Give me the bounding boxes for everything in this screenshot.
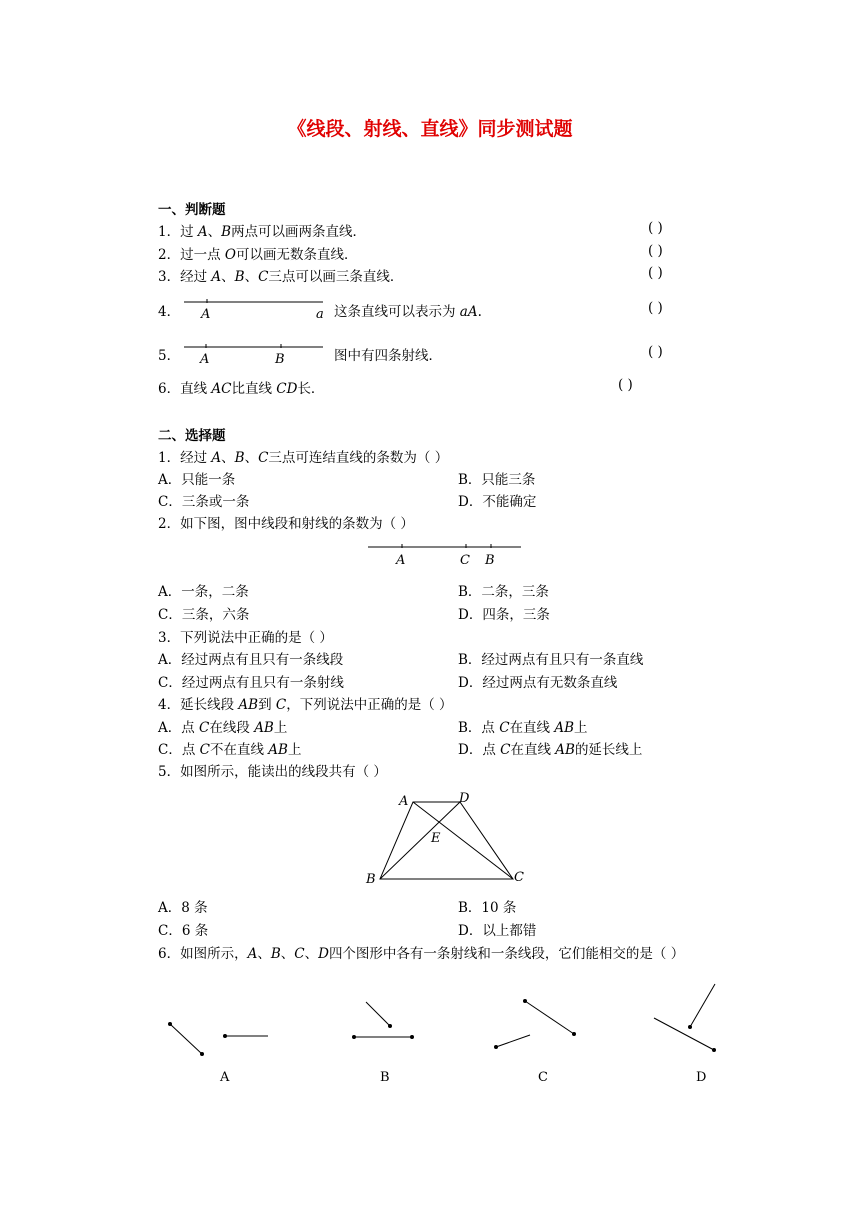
answer-blank-6[interactable]: ( ) xyxy=(618,377,633,393)
q6-figure-c[interactable] xyxy=(494,999,576,1049)
q6-caption-a: A xyxy=(220,1070,230,1085)
point-label-C: C xyxy=(514,870,524,885)
q3-option-b[interactable]: B．经过两点有且只有一条直线 xyxy=(458,652,644,668)
section-heading-judgment: 一、判断题 xyxy=(158,202,226,218)
q4-option-b[interactable]: B．点 C在直线 AB上 xyxy=(458,720,588,736)
choice-q4-stem: 4．延长线段 AB到 C，下列说法中正确的是（ ） xyxy=(158,697,453,713)
q1-option-b[interactable]: B．只能三条 xyxy=(458,472,536,488)
point-label-A: A xyxy=(399,794,409,809)
q1-option-a[interactable]: A．只能一条 xyxy=(158,472,236,488)
figure-q6-options xyxy=(150,990,750,1100)
judgment-item-1: 1．过 A、B两点可以画两条直线． xyxy=(158,224,367,240)
page-title: 《线段、射线、直线》同步测试题 xyxy=(287,118,573,140)
q6-figure-b[interactable] xyxy=(352,1002,414,1039)
answer-blank-2[interactable]: ( ) xyxy=(648,243,663,259)
point-label-A: A xyxy=(200,352,210,367)
q5-option-d[interactable]: D．以上都错 xyxy=(458,923,537,939)
q3-option-d[interactable]: D．经过两点有无数条直线 xyxy=(458,675,618,691)
q5-option-b[interactable]: B．10 条 xyxy=(458,900,517,916)
judgment-item-4-text: 这条直线可以表示为 aA. xyxy=(334,304,482,320)
choice-q1-stem: 1．经过 A、B、C三点可连结直线的条数为（ ） xyxy=(158,450,449,466)
q2-option-b[interactable]: B．二条，三条 xyxy=(458,584,549,600)
figure-line-aA xyxy=(180,294,330,324)
q1-option-d[interactable]: D．不能确定 xyxy=(458,494,537,510)
point-label-E: E xyxy=(431,831,441,846)
q2-option-c[interactable]: C．三条，六条 xyxy=(158,607,250,623)
q6-caption-b: B xyxy=(380,1070,390,1085)
q5-option-a[interactable]: A．8 条 xyxy=(158,900,208,916)
judgment-item-3: 3．经过 A、B、C三点可以画三条直线． xyxy=(158,269,404,285)
q4-option-d[interactable]: D．点 C在直线 AB的延长线上 xyxy=(458,742,643,758)
q3-option-a[interactable]: A．经过两点有且只有一条线段 xyxy=(158,652,344,668)
figure-trapezoid xyxy=(360,788,530,888)
q2-option-d[interactable]: D．四条，三条 xyxy=(458,607,550,623)
q6-caption-c: C xyxy=(538,1070,548,1085)
choice-q5-stem: 5．如图所示，能读出的线段共有（ ） xyxy=(158,764,387,780)
q3-option-c[interactable]: C．经过两点有且只有一条射线 xyxy=(158,675,344,691)
q4-option-c[interactable]: C．点 C不在直线 AB上 xyxy=(158,742,302,758)
q5-option-c[interactable]: C．6 条 xyxy=(158,923,209,939)
judgment-item-2: 2．过一点 O可以画无数条直线． xyxy=(158,247,358,263)
q6-figure-d[interactable] xyxy=(654,984,716,1052)
judgment-item-5-number: 5． xyxy=(158,348,181,364)
answer-blank-3[interactable]: ( ) xyxy=(648,265,663,281)
answer-blank-5[interactable]: ( ) xyxy=(648,344,663,360)
figure-line-AB xyxy=(180,339,330,369)
point-label-B: B xyxy=(275,352,285,367)
judgment-item-5-text: 图中有四条射线． xyxy=(334,348,442,364)
choice-q6-stem: 6．如图所示，A、B、C、D四个图形中各有一条射线和一条线段，它们能相交的是（ ） xyxy=(158,946,685,962)
point-label-C: C xyxy=(460,553,470,568)
q6-caption-d: D xyxy=(696,1070,707,1085)
q4-option-a[interactable]: A．点 C在线段 AB上 xyxy=(158,720,288,736)
judgment-item-6: 6．直线 AC比直线 CD长． xyxy=(158,381,325,397)
q2-option-a[interactable]: A．一条，二条 xyxy=(158,584,249,600)
answer-blank-4[interactable]: ( ) xyxy=(648,300,663,316)
q6-figure-a[interactable] xyxy=(168,1022,268,1056)
figure-q2-line xyxy=(366,540,526,570)
point-label-A: A xyxy=(201,307,211,322)
choice-q3-stem: 3．下列说法中正确的是（ ） xyxy=(158,630,333,646)
point-label-B: B xyxy=(485,553,495,568)
point-label-D: D xyxy=(459,791,470,806)
section-heading-choice: 二、选择题 xyxy=(158,428,226,444)
line-label-a: a xyxy=(316,307,324,322)
point-label-A: A xyxy=(396,553,406,568)
q1-option-c[interactable]: C．三条或一条 xyxy=(158,494,250,510)
answer-blank-1[interactable]: ( ) xyxy=(648,220,663,236)
point-label-B: B xyxy=(366,872,376,887)
choice-q2-stem: 2．如下图，图中线段和射线的条数为（ ） xyxy=(158,516,414,532)
judgment-item-4-number: 4． xyxy=(158,304,181,320)
